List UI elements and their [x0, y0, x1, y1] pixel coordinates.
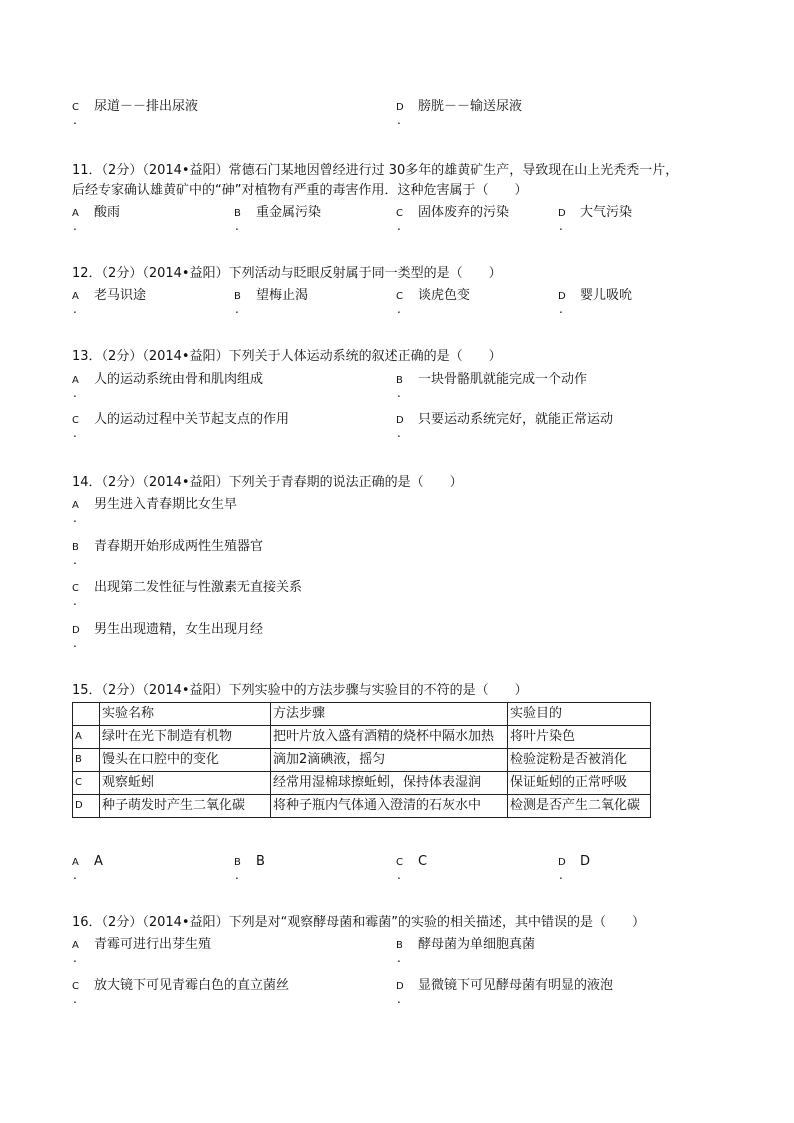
table-cell: C	[73, 772, 100, 795]
option-letter: A	[72, 500, 79, 511]
option-dot: .	[397, 868, 401, 882]
option-text: C	[418, 854, 428, 869]
q14-option-c	[72, 579, 303, 608]
option-text: 膀胱－－输送尿液	[418, 99, 523, 114]
option-dot: .	[73, 219, 77, 233]
option-letter: C	[72, 102, 79, 113]
option-text: 大气污染	[580, 205, 633, 220]
option-letter: B	[234, 208, 241, 219]
option-text: 望梅止渴	[256, 288, 309, 303]
q12-option-a	[72, 287, 147, 316]
q12-stem: 12．（2分）（2014•益阳）下列活动与眨眼反射属于同一类型的是（ ）	[72, 266, 502, 281]
option-letter: A	[72, 940, 79, 951]
option-text: D	[580, 854, 591, 869]
table-cell: 绿叶在光下制造有机物	[100, 726, 271, 749]
option-text: 一块骨骼肌就能完成一个动作	[418, 372, 588, 387]
table-header-cell: 实验名称	[100, 703, 271, 726]
table-cell: 种子萌发时产生二氧化碳	[100, 795, 271, 818]
option-text: 男生进入青春期比女生早	[94, 497, 238, 512]
q14-option-b	[72, 538, 264, 567]
table-cell: 检验淀粉是否被消化	[508, 749, 651, 772]
table-cell: 经常用湿棉球擦蚯蚓，保持体表湿润	[271, 772, 508, 795]
option-letter: B	[234, 291, 241, 302]
q11-stem-line1: 11．（2分）（2014•益阳）常德石门某地因曾经进行过 30多年的雄黄矿生产，导致现在山上光秃秃一片，	[72, 163, 679, 178]
q13-option-c	[72, 411, 290, 440]
option-text: 酵母菌为单细胞真菌	[418, 937, 536, 952]
table-cell: B	[73, 749, 100, 772]
table-row	[73, 772, 651, 795]
option-letter: C	[72, 981, 79, 992]
option-text: 老马识途	[94, 288, 147, 303]
table-cell: 滴加2滴碘液，摇匀	[271, 749, 508, 772]
option-text: 显微镜下可见酵母菌有明显的液泡	[418, 978, 614, 993]
option-dot: .	[559, 302, 563, 316]
option-letter: C	[72, 415, 79, 426]
table-cell: 保证蚯蚓的正常呼吸	[508, 772, 651, 795]
option-dot: .	[73, 594, 77, 608]
q11-option-b	[234, 204, 322, 233]
q14-stem: 14．（2分）（2014•益阳）下列关于青春期的说法正确的是（ ）	[72, 475, 463, 490]
option-letter: B	[234, 857, 241, 868]
option-dot: .	[73, 951, 77, 965]
option-letter: D	[396, 415, 404, 426]
option-dot: .	[235, 219, 239, 233]
table-row	[73, 749, 651, 772]
option-letter: D	[72, 625, 80, 636]
option-dot: .	[73, 553, 77, 567]
option-dot: .	[397, 302, 401, 316]
q10-option-c	[72, 98, 199, 127]
option-dot: .	[397, 951, 401, 965]
q12-option-d	[558, 287, 633, 316]
option-letter: A	[72, 291, 79, 302]
option-dot: .	[397, 219, 401, 233]
option-text: 谈虎色变	[418, 288, 471, 303]
q12-option-c	[396, 287, 471, 316]
option-letter: D	[396, 102, 404, 113]
option-dot: .	[397, 386, 401, 400]
experiment-table	[72, 702, 651, 818]
option-dot: .	[73, 386, 77, 400]
table-cell: 检测是否产生二氧化碳	[508, 795, 651, 818]
option-dot: .	[397, 992, 401, 1006]
option-letter: C	[72, 583, 79, 594]
q12-option-b	[234, 287, 309, 316]
option-dot: .	[73, 426, 77, 440]
option-text: 男生出现遗精，女生出现月经	[94, 622, 264, 637]
option-letter: A	[72, 857, 79, 868]
option-letter: B	[72, 542, 79, 553]
option-text: 只要运动系统完好，就能正常运动	[418, 412, 614, 427]
table-cell: D	[73, 795, 100, 818]
option-dot: .	[235, 868, 239, 882]
q16-option-c	[72, 977, 290, 1006]
q16-option-d	[396, 977, 614, 1006]
option-letter: C	[396, 857, 403, 868]
table-header-cell: 方法步骤	[271, 703, 508, 726]
option-text: 人的运动系统由骨和肌肉组成	[94, 372, 264, 387]
option-letter: C	[396, 291, 403, 302]
q15-option-a	[72, 853, 103, 882]
option-text: 婴儿吸吮	[580, 288, 633, 303]
option-text: 人的运动过程中关节起支点的作用	[94, 412, 290, 427]
table-header-row	[73, 703, 651, 726]
table-cell: 将叶片染色	[508, 726, 651, 749]
table-cell: A	[73, 726, 100, 749]
option-letter: B	[396, 375, 403, 386]
option-letter: A	[72, 375, 79, 386]
q15-option-d	[558, 853, 591, 882]
option-dot: .	[73, 868, 77, 882]
q15-stem: 15．（2分）（2014•益阳）下列实验中的方法步骤与实验目的不符的是（ ）	[72, 683, 528, 698]
option-text: B	[256, 854, 265, 869]
option-dot: .	[235, 302, 239, 316]
q11-option-a	[72, 204, 121, 233]
option-text: 青霉可进行出芽生殖	[94, 937, 212, 952]
option-dot: .	[73, 113, 77, 127]
table-header-cell: 实验目的	[508, 703, 651, 726]
q13-option-b	[396, 371, 588, 400]
q11-option-c	[396, 204, 510, 233]
option-letter: D	[396, 981, 404, 992]
option-text: 重金属污染	[256, 205, 322, 220]
option-letter: B	[396, 940, 403, 951]
option-letter: C	[396, 208, 403, 219]
option-text: 尿道－－排出尿液	[94, 99, 199, 114]
option-dot: .	[559, 868, 563, 882]
q15-option-b	[234, 853, 265, 882]
q16-option-a	[72, 936, 212, 965]
q11-stem-line2: 后经专家确认雄黄矿中的“砷”对植物有严重的毒害作用．这种危害属于（ ）	[72, 183, 528, 198]
table-header-cell	[73, 703, 100, 726]
option-dot: .	[73, 992, 77, 1006]
q14-option-d	[72, 621, 264, 650]
q14-option-a	[72, 496, 238, 525]
option-dot: .	[397, 426, 401, 440]
q10-option-d	[396, 98, 523, 127]
q13-stem: 13．（2分）（2014•益阳）下列关于人体运动系统的叙述正确的是（ ）	[72, 349, 502, 364]
table-row	[73, 726, 651, 749]
table-cell: 将种子瓶内气体通入澄清的石灰水中	[271, 795, 508, 818]
q16-option-b	[396, 936, 536, 965]
option-text: 放大镜下可见青霉白色的直立菌丝	[94, 978, 290, 993]
q13-option-a	[72, 371, 264, 400]
option-text: 出现第二发性征与性激素无直接关系	[94, 580, 303, 595]
option-text: 青春期开始形成两性生殖器官	[94, 539, 264, 554]
option-dot: .	[73, 511, 77, 525]
option-letter: D	[558, 857, 566, 868]
option-dot: .	[73, 302, 77, 316]
option-letter: D	[558, 208, 566, 219]
q15-option-c	[396, 853, 428, 882]
option-letter: A	[72, 208, 79, 219]
q13-option-d	[396, 411, 614, 440]
q11-option-d	[558, 204, 633, 233]
table-cell: 馒头在口腔中的变化	[100, 749, 271, 772]
table-cell: 观察蚯蚓	[100, 772, 271, 795]
q16-stem: 16．（2分）（2014•益阳）下列是对“观察酵母菌和霉菌”的实验的相关描述，其中错误的是（ ）	[72, 915, 646, 930]
table-cell: 把叶片放入盛有酒精的烧杯中隔水加热	[271, 726, 508, 749]
option-text: 酸雨	[94, 205, 121, 220]
option-text: A	[94, 854, 103, 869]
option-letter: D	[558, 291, 566, 302]
table-row	[73, 795, 651, 818]
option-dot: .	[73, 636, 77, 650]
option-dot: .	[559, 219, 563, 233]
option-text: 固体废弃的污染	[418, 205, 510, 220]
option-dot: .	[397, 113, 401, 127]
